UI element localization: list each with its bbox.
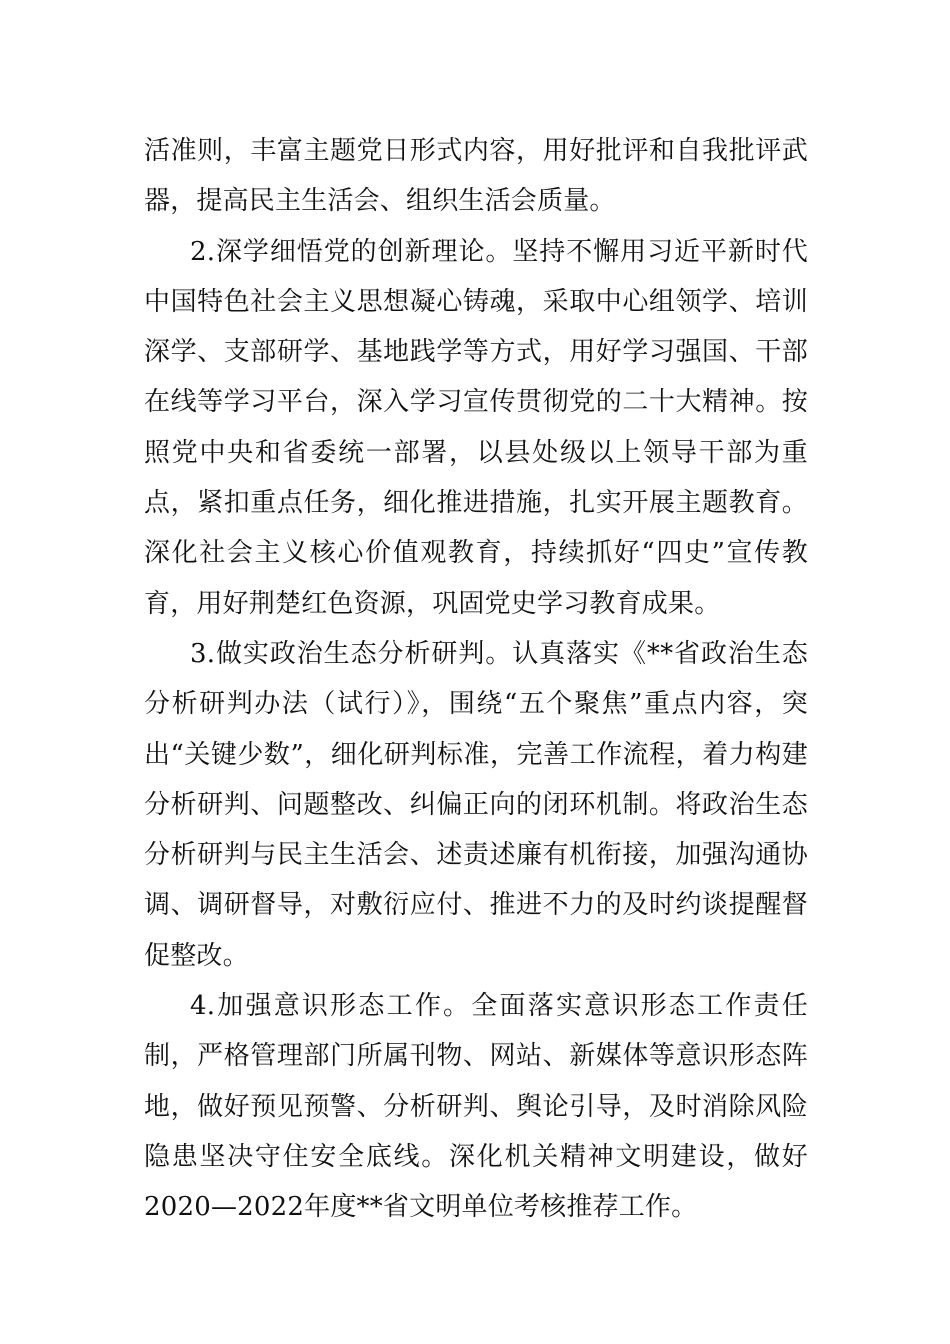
paragraph-item-4: 4.加强意识形态工作。全面落实意识形态工作责任制，严格管理部门所属刊物、网站、新媒体等意识形态阵地，做好预见预警、分析研判、舆论引导，及时消除风险隐患坚决守住安全底线。深化机关精神文明建设，做好2020—2022年度**省文明单位考核推荐工作。 <box>144 991 808 1223</box>
paragraph-continuation: 活准则，丰富主题党日形式内容，用好批评和自我批评武器，提高民主生活会、组织生活会质量。 <box>144 136 808 217</box>
paragraph-item-2: 2.深学细悟党的创新理论。坚持不懈用习近平新时代中国特色社会主义思想凝心铸魂，采取中心组领学、培训深学、支部研学、基地践学等方式，用好学习强国、干部在线等学习平台，深入学习宣传贯彻党的二十大精神。按照党中央和省委统一部署，以县处级以上领导干部为重点，紧扣重点任务，细化推进措施，扎实开展主题教育。深化社会主义核心价值观教育，持续抓好“四史”宣传教育，用好荆楚红色资源，巩固党史学习教育成果。 <box>144 236 808 619</box>
paragraph-item-3: 3.做实政治生态分析研判。认真落实《**省政治生态分析研判办法（试行）》，围绕“五个聚焦”重点内容，突出“关键少数”，细化研判标准，完善工作流程，着力构建分析研判、问题整改、纠偏正向的闭环机制。将政治生态分析研判与民主生活会、述责述廉有机衔接，加强沟通协调、调研督导，对敷衍应付、推进不力的及时约谈提醒督促整改。 <box>144 638 808 971</box>
document-body <box>144 126 808 1233</box>
